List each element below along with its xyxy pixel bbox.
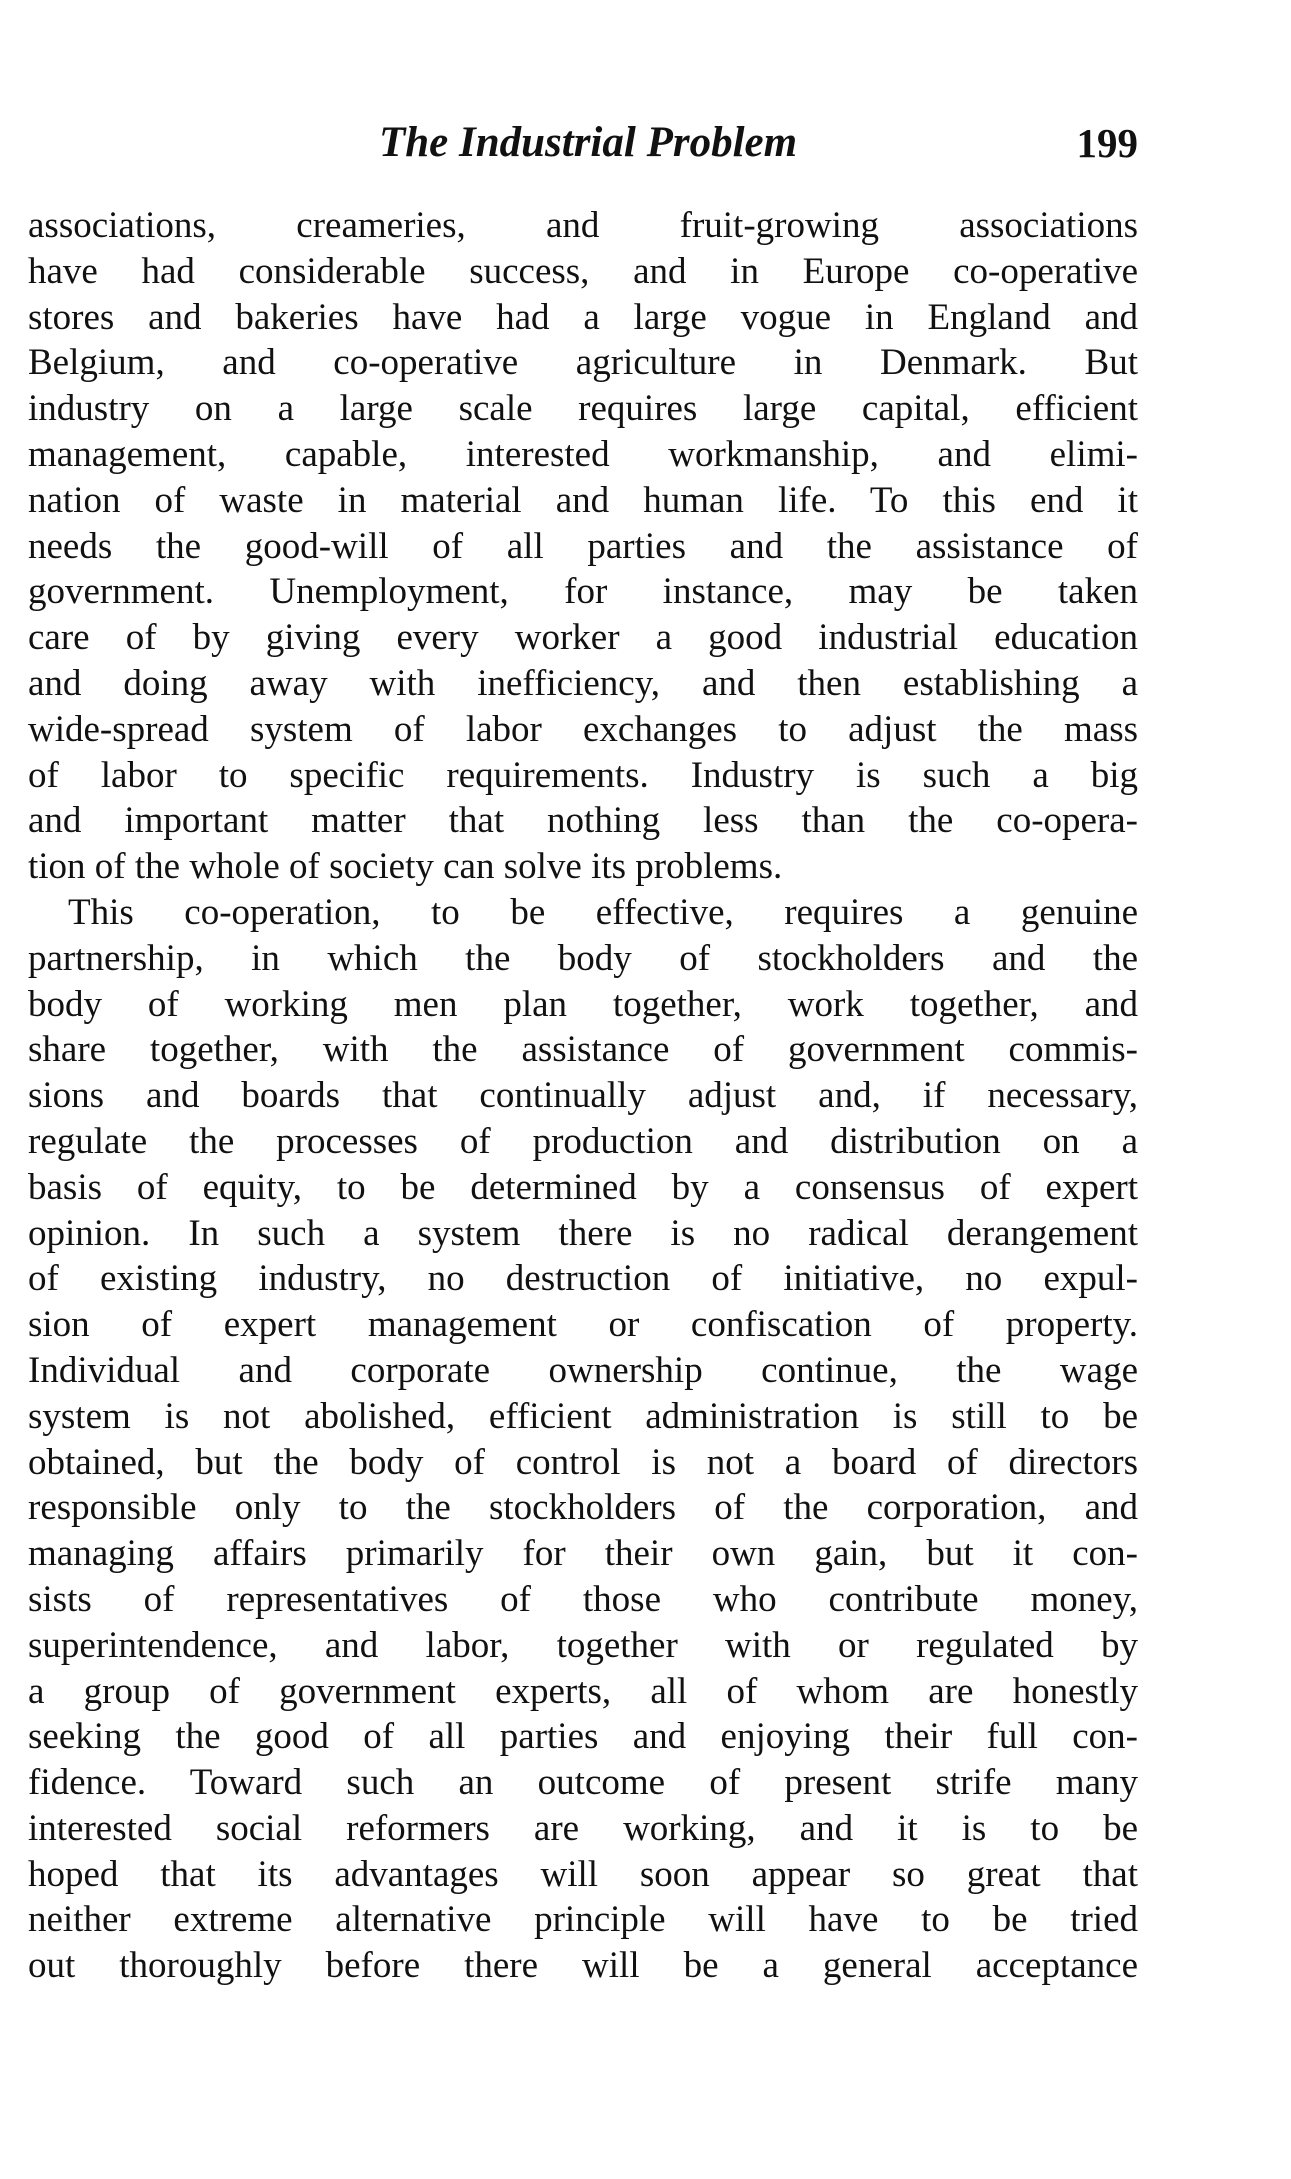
text-line: fidence. Toward such an outcome of present strife many xyxy=(28,1762,1138,1804)
text-line: a group of government experts, all of whom are honestly xyxy=(28,1670,1138,1712)
text-line: sions and boards that continually adjust and, if necessary, xyxy=(28,1075,1138,1117)
page-header xyxy=(28,116,1138,176)
text-line: seeking the good of all parties and enjoying their full con- xyxy=(28,1716,1138,1758)
text-line: sion of expert management or confiscation of property. xyxy=(28,1304,1138,1346)
text-line: regulate the processes of production and distribution on a xyxy=(28,1120,1138,1162)
text-line: Individual and corporate ownership continue, the wage xyxy=(28,1349,1138,1391)
text-line: responsible only to the stockholders of the corporation, and xyxy=(28,1487,1138,1529)
text-line: neither extreme alternative principle will have to be tried xyxy=(28,1899,1138,1941)
text-line: have had considerable success, and in Europe co-operative xyxy=(28,250,1138,292)
text-line: needs the good-will of all parties and the assistance of xyxy=(28,525,1138,567)
text-line: stores and bakeries have had a large vogue in England and xyxy=(28,296,1138,338)
text-line: hoped that its advantages will soon appear so great that xyxy=(28,1853,1138,1895)
text-line: system is not abolished, efficient administration is still to be xyxy=(28,1395,1138,1437)
paragraph-start-line: This co-operation, to be effective, requires a genuine xyxy=(68,891,1138,933)
text-line: care of by giving every worker a good industrial education xyxy=(28,617,1138,659)
paragraph-end-line: tion of the whole of society can solve its problems. xyxy=(28,846,783,888)
text-line: associations, creameries, and fruit-growing associations xyxy=(28,205,1138,246)
text-line: basis of equity, to be determined by a consensus of expert xyxy=(28,1166,1138,1208)
text-line: superintendence, and labor, together with or regulated by xyxy=(28,1624,1138,1666)
text-line: share together, with the assistance of government commis- xyxy=(28,1029,1138,1071)
text-line: body of working men plan together, work together, and xyxy=(28,983,1138,1025)
text-line: obtained, but the body of control is not a board of directors xyxy=(28,1441,1138,1483)
text-line: nation of waste in material and human life. To this end it xyxy=(28,479,1138,521)
text-line: government. Unemployment, for instance, may be taken xyxy=(28,571,1138,613)
text-line: partnership, in which the body of stockholders and the xyxy=(28,937,1138,979)
text-line: industry on a large scale requires large capital, efficient xyxy=(28,388,1138,430)
text-line: out thoroughly before there will be a general acceptance xyxy=(28,1945,1138,1987)
text-line: of labor to specific requirements. Industry is such a big xyxy=(28,754,1138,796)
text-line: Belgium, and co-operative agriculture in Denmark. But xyxy=(28,342,1138,384)
body-text xyxy=(28,203,1138,1989)
text-line: of existing industry, no destruction of initiative, no expul- xyxy=(28,1258,1138,1300)
text-line: and doing away with inefficiency, and then establishing a xyxy=(28,662,1138,704)
page-number: 199 xyxy=(1076,120,1138,166)
text-line: wide-spread system of labor exchanges to adjust the mass xyxy=(28,708,1138,750)
text-line: managing affairs primarily for their own gain, but it con- xyxy=(28,1533,1138,1575)
text-line: opinion. In such a system there is no radical derangement xyxy=(28,1212,1138,1254)
text-line: interested social reformers are working, and it is to be xyxy=(28,1807,1138,1849)
text-line: sists of representatives of those who contribute money, xyxy=(28,1578,1138,1620)
running-title: The Industrial Problem xyxy=(378,119,798,166)
text-line: and important matter that nothing less than the co-opera- xyxy=(28,800,1138,842)
text-line: management, capable, interested workmanship, and elimi- xyxy=(28,433,1138,475)
